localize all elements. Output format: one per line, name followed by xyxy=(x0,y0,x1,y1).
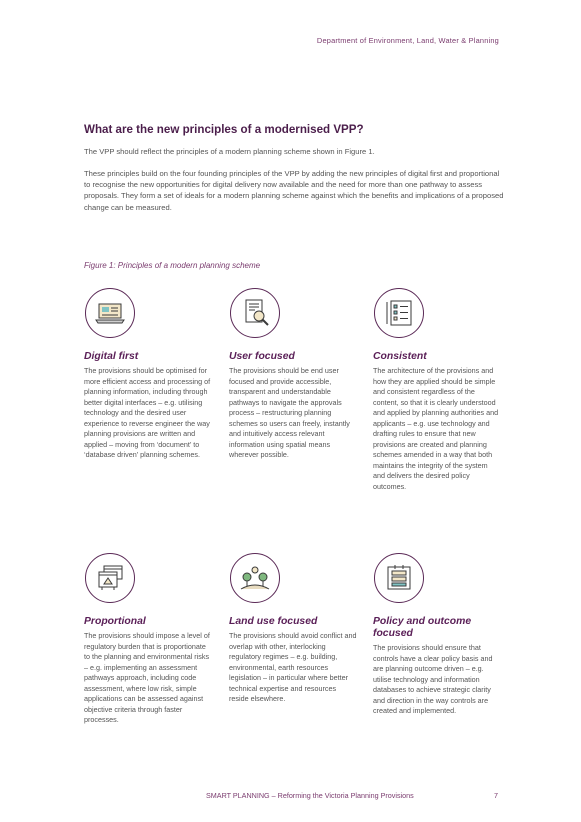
principle-card-user-focused xyxy=(229,288,357,461)
principle-text: The provisions should be end user focused and provide accessible, transparent and understandable pathways to navigate the approvals process – restructuring planning schemes so users can freely, instantly and intuitively access relevant information using spatial means wherever possible. xyxy=(229,366,350,459)
principle-title: User focused xyxy=(229,351,295,362)
policy-box-icon xyxy=(374,553,424,603)
department-header: Department of Environment, Land, Water & Planning xyxy=(316,36,499,45)
principle-card-land-use-focused xyxy=(229,553,357,705)
principle-text: The provisions should avoid conflict and overlap with other, interlocking regulatory regimes – e.g. building, environmental, earth resources legislation – in particular where better technical expertise and resources reside elsewhere. xyxy=(229,631,357,703)
principle-text: The provisions should ensure that controls have a clear policy basis and are planning outcome driven – e.g. utilise technology and information databases to achieve strategic clarity and direction in the way controls are created and implemented. xyxy=(373,643,493,715)
principle-title: Proportional xyxy=(84,616,146,627)
principle-title: Land use focused xyxy=(229,616,318,627)
principle-text: The provisions should impose a level of regulatory burden that is proportionate to the planning and environmental risks – e.g. implementing an assessment pathways approach, including code assessment, where low risk, simple applications can be assessed against objective criteria through faster processes. xyxy=(84,631,210,724)
page-number: 7 xyxy=(494,791,498,800)
principles-paragraph: These principles build on the four founding principles of the VPP by adding the new principles of digital first and proportional to recognise the new opportunities for digital delivery now available and the need for more than one pathway to assess proposals. They form a set of ideals for a modern planning scheme against which the benefits and implications of a proposed change can be measured. xyxy=(84,169,504,212)
checklist-icon xyxy=(374,288,424,338)
principle-card-proportional xyxy=(84,553,212,726)
principle-title: Consistent xyxy=(373,351,427,362)
principle-text: The provisions should be optimised for more efficient access and processing of planning information, including through better digital interfaces – e.g. utilising technology and the desired user experience to reverse engineer the way planning provisions are written and applied – moving from ‘document’ to ‘database driven’ planning schemes. xyxy=(84,366,211,459)
landscape-tree-icon xyxy=(230,553,280,603)
principle-card-digital-first xyxy=(84,288,212,461)
principle-text: The architecture of the provisions and how they are applied should be simple and consistent regardless of the content, so that it is clearly understood and applied by planning authorities and applicants – e.g. use technology and drafting rules to ensure that new provisions are created and planning schemes amended in a way that both maintains the integrity of the system and delivers the desired policy outcomes. xyxy=(373,366,499,491)
document-magnifier-icon xyxy=(230,288,280,338)
footer-title: SMART PLANNING – Reforming the Victoria Planning Provisions xyxy=(206,791,414,800)
principle-title: Policy and outcome focused xyxy=(373,616,472,639)
principle-card-consistent xyxy=(373,288,501,492)
figure-caption: Figure 1: Principles of a modern planning scheme xyxy=(84,261,261,270)
section-heading: What are the new principles of a modernised VPP? xyxy=(84,123,364,136)
intro-paragraph: The VPP should reflect the principles of a modern planning scheme shown in Figure 1. xyxy=(84,147,375,156)
stacked-windows-icon xyxy=(85,553,135,603)
principle-card-policy-outcome-focused xyxy=(373,553,501,717)
laptop-icon xyxy=(85,288,135,338)
principle-title: Digital first xyxy=(84,351,139,362)
